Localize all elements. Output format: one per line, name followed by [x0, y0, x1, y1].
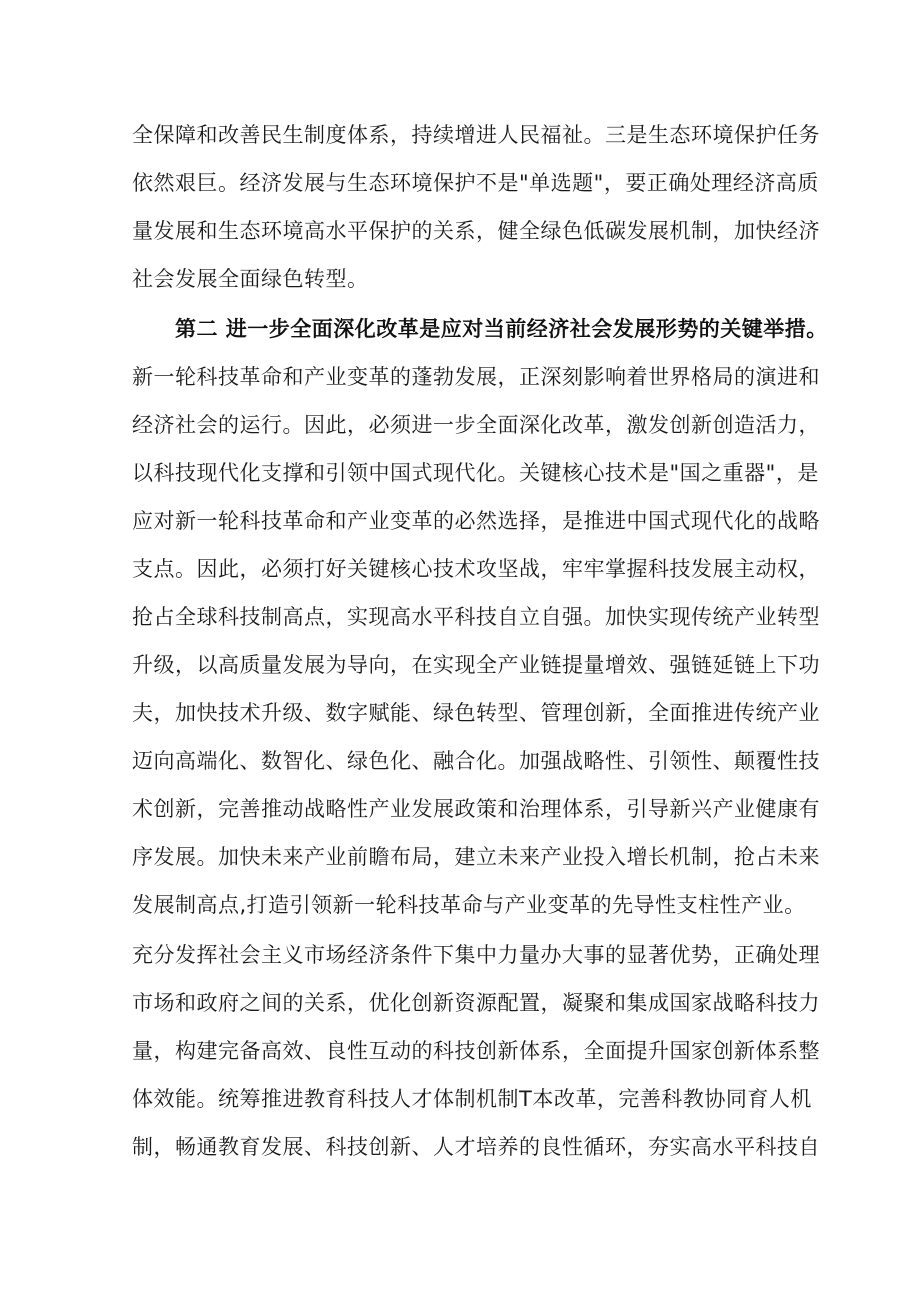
text-line: 体效能。统筹推进教育科技人才体制机制T本改革，完善科教协同育人机: [132, 1087, 812, 1111]
text-line: 夫，加快技术升级、数字赋能、绿色转型、管理创新，全面推进传统产业: [132, 701, 820, 725]
text-line: 以科技现代化支撑和引领中国式现代化。关键核心技术是"国之重器"，是: [132, 461, 819, 485]
text-line: 量，构建完备高效、良性互动的科技创新体系，全面提升国家创新体系整: [132, 1039, 820, 1063]
text-line: 制，畅通教育发展、科技创新、人才培养的良性循环，夯实高水平科技自: [132, 1135, 820, 1159]
text-line: 发展制高点,打造引领新一轮科技革命与产业变革的先导性支柱性产业。: [132, 893, 806, 917]
text-line: 全保障和改善民生制度体系，持续增进人民福祉。三是生态环境保护任务: [132, 123, 820, 147]
text-line: 社会发展全面绿色转型。: [132, 267, 369, 291]
text-line: 抢占全球科技制高点，实现高水平科技自立自强。加快实现传统产业转型: [132, 605, 820, 629]
text-line: 术创新，完善推动战略性产业发展政策和治理体系，引导新兴产业健康有: [132, 797, 820, 821]
text-line: 升级，以高质量发展为导向，在实现全产业链提量增效、强链延链上下功: [132, 653, 820, 677]
text-line: 迈向高端化、数智化、绿色化、融合化。加强战略性、引领性、颠覆性技: [132, 749, 820, 773]
text-line: 支点。因此，必须打好关键核心技术攻坚战，牢牢掌握科技发展主动权，: [132, 557, 820, 581]
text-line: 充分发挥社会主义市场经济条件下集中力量办大事的显著优势，正确处理: [132, 943, 820, 967]
text-line: 依然艰巨。经济发展与生态环境保护不是"单选题"，要正确处理经济高质: [132, 171, 819, 195]
text-line: 应对新一轮科技革命和产业变革的必然选择，是推进中国式现代化的战略: [132, 509, 820, 533]
text-line: 经济社会的运行。因此，必须进一步全面深化改革，激发创新创造活力，: [132, 413, 820, 437]
section-heading: 第二 进一步全面深化改革是应对当前经济社会发展形势的关键举措。: [175, 317, 828, 341]
text-line: 序发展。加快未来产业前瞻布局，建立未来产业投入增长机制，抢占未来: [132, 845, 820, 869]
text-line: 市场和政府之间的关系，优化创新资源配置，凝聚和集成国家战略科技力: [132, 991, 820, 1015]
text-line: 新一轮科技革命和产业变革的蓬勃发展，正深刻影响着世界格局的演进和: [132, 365, 820, 389]
text-line: 量发展和生态环境高水平保护的关系，健全绿色低碳发展机制，加快经济: [132, 219, 820, 243]
